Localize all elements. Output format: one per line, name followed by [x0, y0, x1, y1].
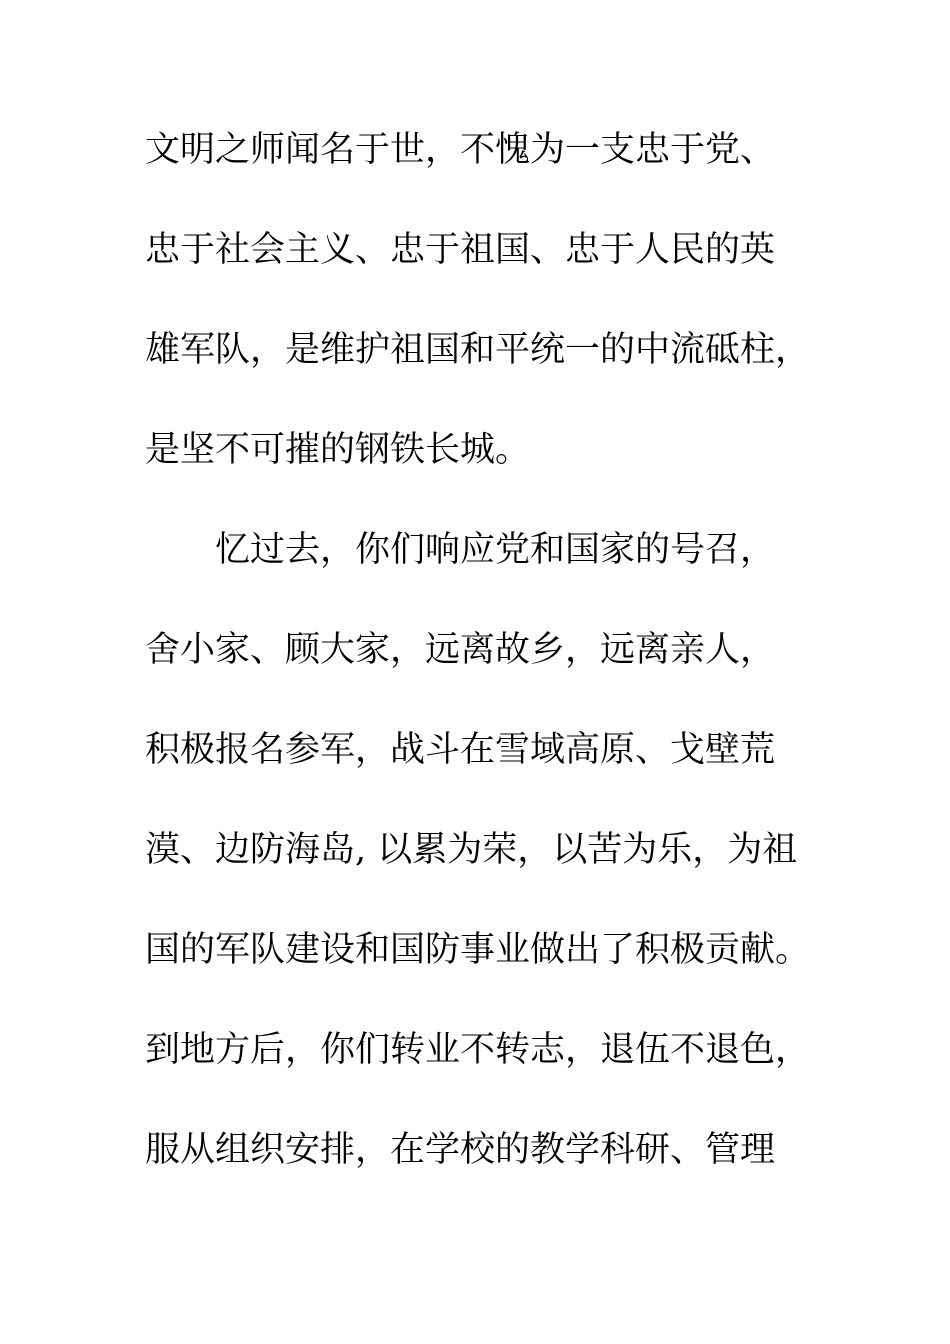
- text-line-9: 国的军队建设和国防事业做出了积极贡献。: [145, 930, 811, 970]
- text-line-11: 服从组织安排，在学校的教学科研、管理: [145, 1130, 776, 1170]
- text-line-10: 到地方后，你们转业不转志，退伍不退色，: [145, 1030, 811, 1070]
- text-line-2: 忠于社会主义、忠于祖国、忠于人民的英: [145, 230, 776, 270]
- text-line-7: 积极报名参军，战斗在雪域高原、戈壁荒: [145, 730, 776, 770]
- text-line-6: 舍小家、顾大家，远离故乡，远离亲人，: [145, 630, 776, 670]
- text-line-3: 雄军队，是维护祖国和平统一的中流砥柱，: [145, 330, 811, 370]
- text-line-1: 文明之师闻名于世，不愧为一支忠于党、: [145, 130, 776, 170]
- text-line-8: 漠、边防海岛, 以累为荣，以苦为乐，为祖: [145, 830, 798, 870]
- text-line-5: 忆过去，你们响应党和国家的号召，: [215, 530, 776, 570]
- text-line-4: 是坚不可摧的钢铁长城。: [145, 430, 531, 470]
